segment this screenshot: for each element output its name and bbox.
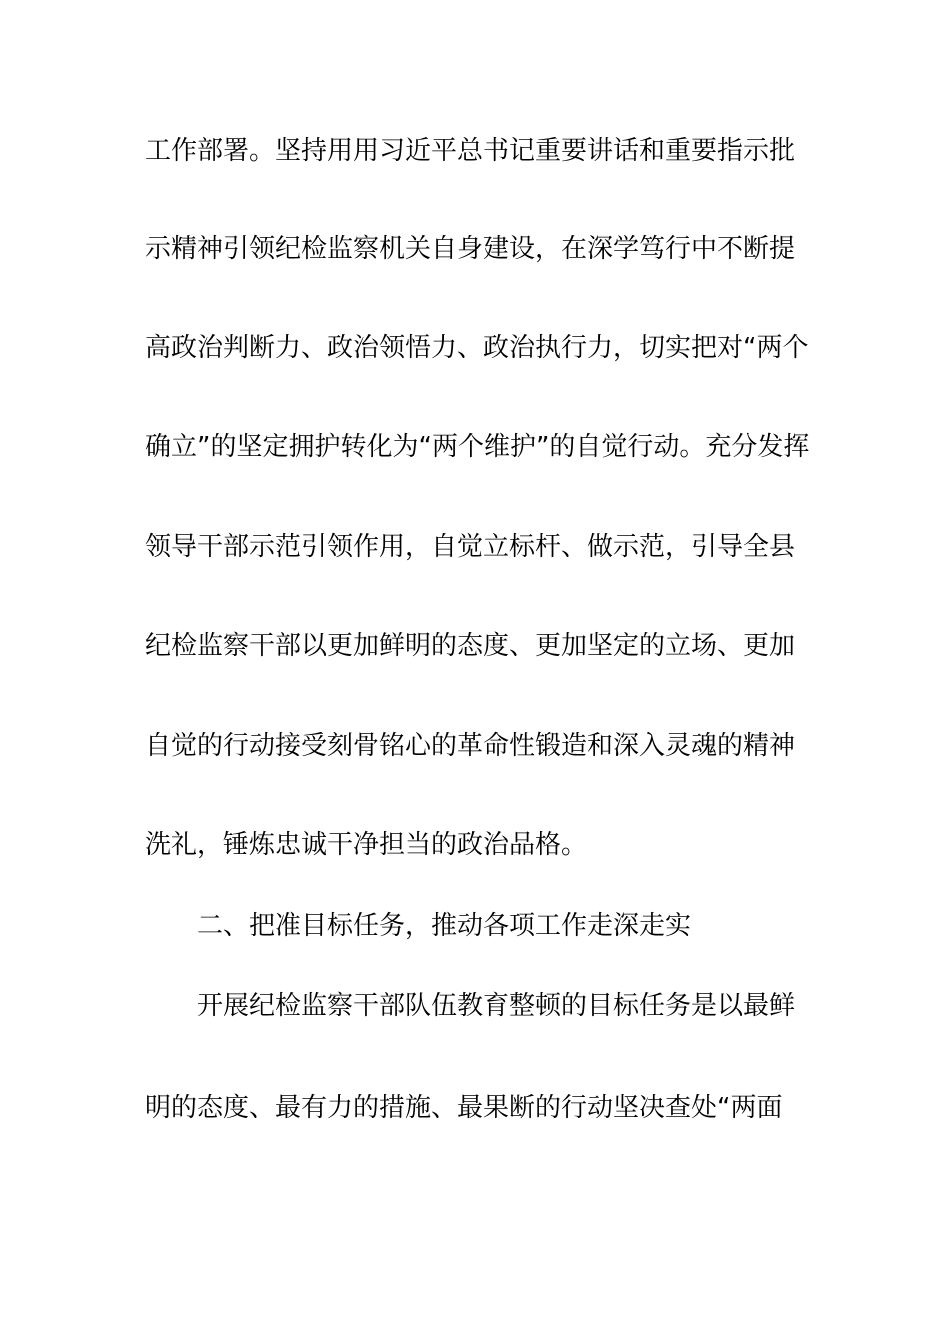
body-text-line: 开展纪检监察干部队伍教育整顿的目标任务是以最鲜 [197,991,796,1021]
body-text-line: 确立”的坚定拥护转化为“两个维护”的自觉行动。充分发挥 [145,432,810,462]
body-text-line: 自觉的行动接受刻骨铭心的革命性锻造和深入灵魂的精神 [145,731,796,761]
body-text-line: 工作部署。坚持用用习近平总书记重要讲话和重要指示批 [145,136,796,166]
body-text-line: 示精神引领纪检监察机关自身建设，在深学笃行中不断提 [145,234,796,264]
body-text-line: 纪检监察干部以更加鲜明的态度、更加坚定的立场、更加 [145,631,796,661]
section-heading: 二、把准目标任务，推动各项工作走深走实 [197,911,692,941]
body-text-line: 洗礼，锤炼忠诚干净担当的政治品格。 [145,830,588,860]
body-text-line: 明的态度、最有力的措施、最果断的行动坚决查处“两面 [145,1093,783,1123]
body-text-line: 领导干部示范引领作用，自觉立标杆、做示范，引导全县 [145,532,796,562]
body-text-line: 高政治判断力、政治领悟力、政治执行力，切实把对“两个 [145,333,809,363]
